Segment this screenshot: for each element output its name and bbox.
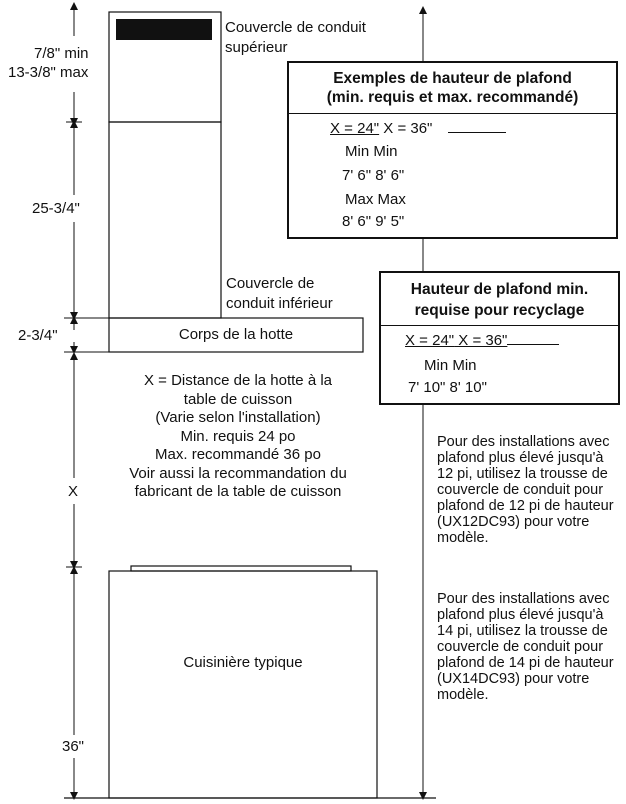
ceiling-examples-x36: X = 36" [379,120,433,137]
x-explanation-line: table de cuisson [183,390,293,408]
x-explanation-line: Voir aussi la recommandation du [129,464,347,482]
range-body [109,571,377,798]
range-label: Cuisinière typique [183,654,303,671]
ceiling-examples-blank [448,131,506,133]
recirculation-title-2: requise pour recyclage [414,302,585,319]
upper-duct-cover-label-2: supérieur [225,39,288,56]
dimension-hood-body: 2-3/4" [18,327,58,344]
x-explanation-line: (Varie selon l'installation) [155,409,321,426]
range-backguard [131,566,351,571]
recirculation-x36: X = 36" [454,332,508,349]
dimension-x: X [68,483,79,500]
recirculation-blank [507,343,559,345]
ceiling-examples-max-values: 8' 6" 9' 5" [342,213,405,230]
ceiling-examples-box [287,61,618,239]
upper-duct-cover-label-1: Couvercle de conduit [225,19,366,36]
recirculation-divider [381,325,618,326]
dimension-range: 36" [62,738,85,755]
recirculation-min-label: Min Min [424,357,477,374]
ceiling-examples-title-2: (min. requis et max. recommandé) [326,89,579,106]
ceiling-examples-min-label: Min Min [345,143,398,160]
recirculation-min-values: 7' 10" 8' 10" [408,379,487,396]
x-explanation [88,372,388,502]
ceiling-examples-title-1: Exemples de hauteur de plafond [333,70,572,87]
x-explanation-line: Max. recommandé 36 po [155,446,321,463]
dimension-top-max: 13-3/8" max [8,64,89,81]
hood-body-label: Corps de la hotte [178,326,294,343]
ceiling-examples-max-label: Max Max [345,191,406,208]
recirculation-box [379,271,620,405]
ceiling-examples-x-row [330,120,506,138]
recirculation-x24: X = 24" [405,332,455,349]
duct-top-black-bar [116,19,212,40]
lower-duct-cover-label-2: conduit inférieur [226,295,333,312]
lower-duct-cover-label-1: Couvercle de [226,275,315,292]
note-14ft-kit: Pour des installations avec plafond plus élevé jusqu'à 14 pi, utilisez la trousse de couvercle de conduit pour plafond de 14 pi de hauteur (UX14DC93) pour votre modèle. [437,591,614,703]
ceiling-examples-divider [289,113,616,114]
recirculation-title-1: Hauteur de plafond min. [410,281,589,298]
recirculation-x-row [405,332,559,350]
dimension-top-min: 7/8" min [34,45,89,62]
x-explanation-line: X = Distance de la hotte à la [143,372,333,389]
lower-duct-cover [109,122,221,318]
ceiling-examples-min-values: 7' 6" 8' 6" [342,167,405,184]
x-explanation-line: fabricant de la table de cuisson [134,483,342,500]
note-12ft-kit: Pour des installations avec plafond plus élevé jusqu'à 12 pi, utilisez la trousse de couvercle de conduit pour plafond de 12 pi de hauteur (UX12DC93) pour votre modèle. [437,434,614,546]
dimension-upper-duct: 25-3/4" [32,200,80,217]
x-explanation-line: Min. requis 24 po [180,427,296,445]
ceiling-examples-x24: X = 24" [330,120,380,137]
